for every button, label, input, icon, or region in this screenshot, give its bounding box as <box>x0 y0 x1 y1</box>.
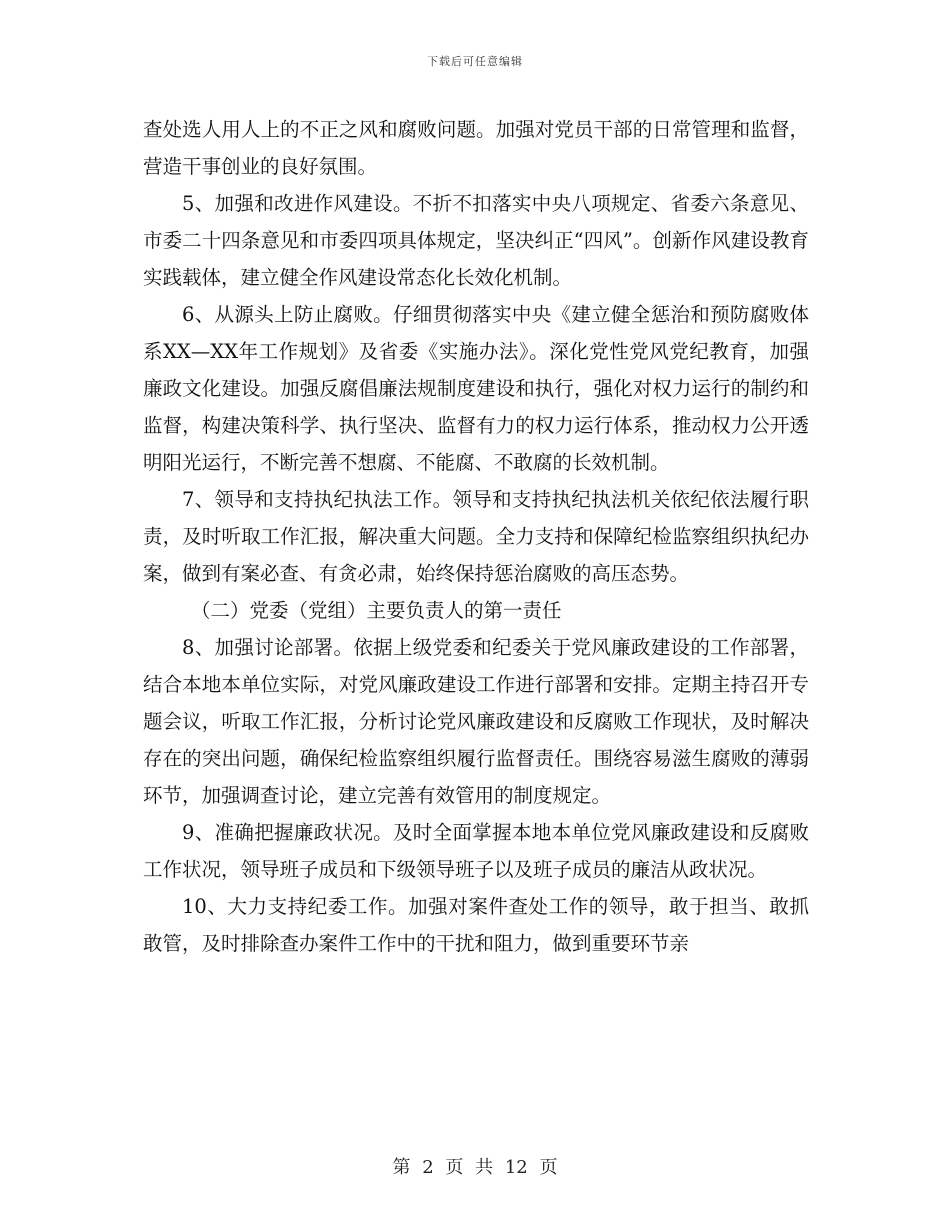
page-number: 第 2 页 共 12 页 <box>392 1157 558 1178</box>
paragraph-item-7: 7、领导和支持执纪执法工作。领导和支持执纪执法机关依纪依法履行职责，及时听取工作汇报，解决重大问题。全力支持和保障纪检监察组织执纪办案，做到有案必查、有贪必肃，始终保持惩治腐败的高压态势。 <box>143 488 809 585</box>
paragraph-item-5: 5、加强和改进作风建设。不折不扣落实中央八项规定、省委六条意见、市委二十四条意见和市委四项具体规定，坚决纠正“四风”。创新作风建设教育实践载体，建立健全作风建设常态化长效化机制。 <box>143 192 809 289</box>
paragraph-item-6: 6、从源头上防止腐败。仔细贯彻落实中央《建立健全惩治和预防腐败体系XX—XX年工作规划》及省委《实施办法》。深化党性党风党纪教育，加强廉政文化建设。加强反腐倡廉法规制度建设和执行，强化对权力运行的制约和监督，构建决策科学、执行坚决、监督有力的权力运行体系，推动权力公开透明阳光运行，不断完善不想腐、不能腐、不敢腐的长效机制。 <box>143 303 809 474</box>
paragraph-continuation: 查处选人用人上的不正之风和腐败问题。加强对党员干部的日常管理和监督，营造干事创业的良好氛围。 <box>143 118 809 178</box>
paragraph-item-9: 9、准确把握廉政状况。及时全面掌握本地本单位党风廉政建设和反腐败工作状况，领导班子成员和下级领导班子以及班子成员的廉洁从政状况。 <box>143 821 809 881</box>
section-heading-2: （二）党委（党组）主要负责人的第一责任 <box>191 599 562 622</box>
page-header-note: 下载后可任意编辑 <box>427 55 523 68</box>
paragraph-item-10: 10、大力支持纪委工作。加强对案件查处工作的领导，敢于担当、敢抓敢管，及时排除查办案件工作中的干扰和阻力，做到重要环节亲 <box>143 895 809 955</box>
paragraph-item-8: 8、加强讨论部署。依据上级党委和纪委关于党风廉政建设的工作部署，结合本地本单位实际，对党风廉政建设工作进行部署和安排。定期主持召开专题会议，听取工作汇报，分析讨论党风廉政建设和反腐败工作现状，及时解决存在的突出问题，确保纪检监察组织履行监督责任。围绕容易滋生腐败的薄弱环节，加强调查讨论，建立完善有效管用的制度规定。 <box>143 636 809 807</box>
document-body <box>143 111 809 962</box>
